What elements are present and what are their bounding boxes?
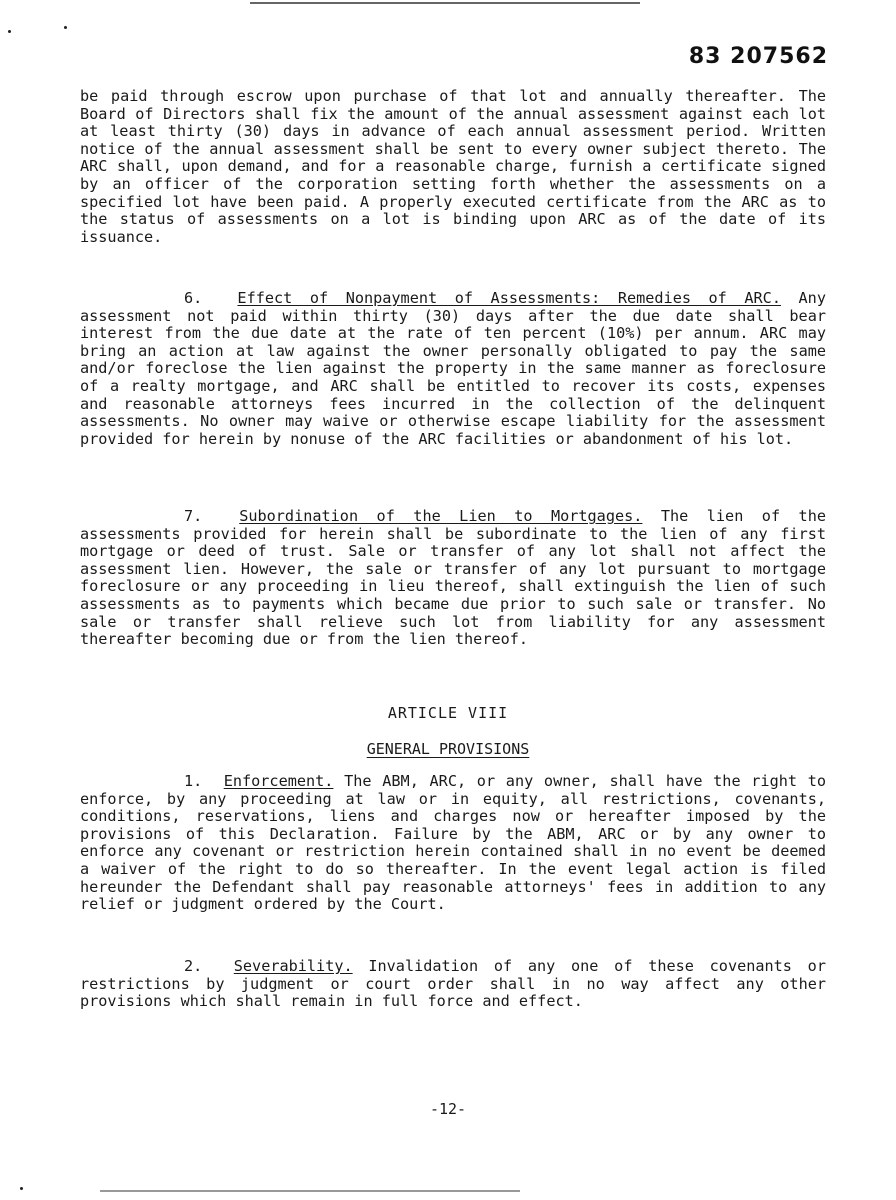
section-7: [80, 508, 826, 649]
section-heading: Severability.: [233, 957, 353, 975]
section-text: Invalidation of any one of these covenants or restrictions by judgment or court order shall in no way affect any other provisions which shall remain in full force and effect.: [80, 957, 826, 1011]
section-number: 6.: [184, 289, 203, 307]
section-text: Any assessment not paid within thirty (30) days after the due date shall bear interest from the due date at the rate of ten percent (10%) per annum. ARC may bring an action at law against the owner personally obligated to pay the same and/or foreclose the lien against the property in the same manner as foreclosure of a realty mortgage, and ARC shall be entitled to recover its costs, expenses and reasonable attorneys fees incurred in the collection of the delinquent assessments. No owner may waive or otherwise escape liability for the assessment provided for herein by nonuse of the ARC facilities or abandonment of his lot.: [80, 289, 826, 448]
scan-speck: [20, 1187, 23, 1190]
paragraph-continuation: [80, 88, 826, 246]
section-heading: Subordination of the Lien to Mortgages.: [239, 507, 643, 525]
section-heading: Effect of Nonpayment of Assessments: Remedies of ARC.: [237, 289, 781, 307]
scan-artifact-top: [250, 2, 640, 4]
section-number: 7.: [184, 507, 203, 525]
provision-1: [80, 773, 826, 914]
scan-speck: [8, 30, 11, 33]
section-number: 1.: [184, 772, 203, 790]
provision-2: [80, 958, 826, 1011]
article-subtitle: [0, 740, 896, 758]
article-title: ARTICLE VIII: [387, 704, 509, 722]
document-number: 83 207562: [688, 44, 828, 69]
scan-speck: [64, 26, 67, 29]
page-number: -12-: [429, 1100, 467, 1118]
section-text: The lien of the assessments provided for herein shall be subordinate to the lien of any first mortgage or deed of trust. Sale or transfer of any lot shall not affect the assessment lien. However, the sale or transfer of any lot pursuant to mortgage foreclosure or any proceeding in lieu thereof, shall extinguish the lien of such assessments as to payments which became due prior to such sale or transfer. No sale or transfer shall relieve such lot from liability for any assessment thereafter becoming due or from the lien thereof.: [80, 507, 826, 649]
section-text: The ABM, ARC, or any owner, shall have the right to enforce, by any proceeding at law or in equity, all restrictions, covenants, conditions, reservations, liens and charges now or hereafter imposed by the provisions of this Declaration. Failure by the ABM, ARC or by any owner to enforce any covenant or restriction herein contained shall in no event be deemed a waiver of the right to do so thereafter. In the event legal action is filed hereunder the Defendant shall pay reasonable attorneys' fees in addition to any relief or judgment ordered by the Court.: [80, 772, 826, 914]
paragraph-text: be paid through escrow upon purchase of that lot and annually thereafter. The Board of Directors shall fix the amount of the annual assessment against each lot at least thirty (30) days in advance of each annual assessment period. Written notice of the annual assessment shall be sent to every owner subject thereto. The ARC shall, upon demand, and for a reasonable charge, furnish a certificate signed by an officer of the corporation setting forth whether the assessments on a specified lot have been paid. A properly executed certificate from the ARC as to the status of assessments on a lot is binding upon ARC as of the date of its issuance.: [80, 87, 826, 246]
section-heading: Enforcement.: [223, 772, 334, 790]
scan-artifact-bottom: [100, 1190, 520, 1192]
section-number: 2.: [184, 957, 203, 975]
section-6: [80, 290, 826, 448]
article-subtitle-text: GENERAL PROVISIONS: [366, 740, 530, 758]
